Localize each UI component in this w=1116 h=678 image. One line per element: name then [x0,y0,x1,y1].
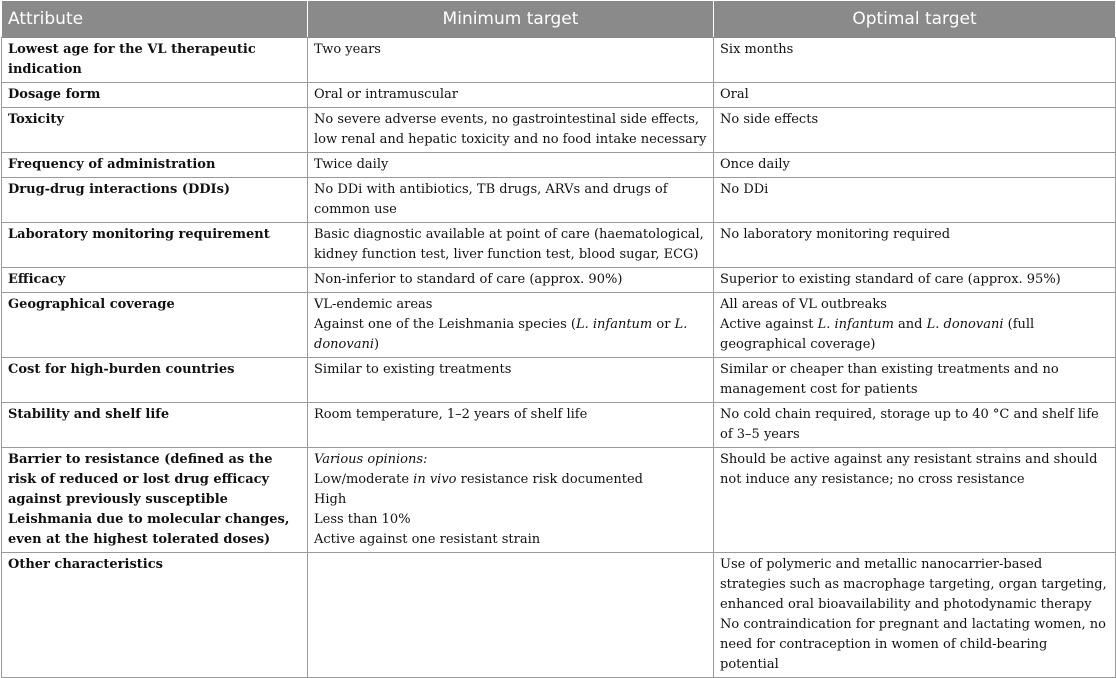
text-fragment: or [652,317,675,332]
emphasis-text: in vivo [413,472,457,487]
cell-text: Use of polymeric and metallic nanocarrier-based strategies such as macrophage targeting, organ targeting, enhanced oral bioavailability and photodynamic therapy [720,557,1107,612]
cell-text: Two years [314,42,381,57]
optimal-cell [714,553,1116,678]
header-row [2,1,1116,38]
attribute-cell: Stability and shelf life [2,403,308,448]
table-row [2,108,1116,153]
cell-text: Basic diagnostic available at point of care (haematological, kidney function test, liver function test, blood sugar, ECG) [314,227,704,262]
table-row [2,293,1116,358]
attribute-cell: Cost for high-burden countries [2,358,308,403]
cell-text: High [314,492,347,507]
attribute-cell: Barrier to resistance (defined as the risk of reduced or lost drug efficacy against previously susceptible Leishmania due to molecular changes, even at the highest tolerated doses) [2,448,308,553]
cell-text: VL-endemic areas [314,297,433,312]
attribute-cell: Other characteristics [2,553,308,678]
optimal-cell [714,178,1116,223]
text-fragment: Low/moderate [314,472,414,487]
cell-text: Similar or cheaper than existing treatments and no management cost for patients [720,362,1059,397]
optimal-cell [714,293,1116,358]
table-row [2,268,1116,293]
optimal-cell [714,108,1116,153]
optimal-cell [714,403,1116,448]
table-row [2,448,1116,553]
minimum-cell [308,178,714,223]
text-fragment: Against one of the Leishmania species ( [314,317,576,332]
emphasis-text: Various opinions: [314,452,428,467]
attribute-cell: Geographical coverage [2,293,308,358]
cell-text: Similar to existing treatments [314,362,512,377]
species-name: L. infantum [575,317,653,332]
minimum-cell [308,403,714,448]
optimal-cell [714,223,1116,268]
table-row [2,223,1116,268]
table-row [2,178,1116,223]
cell-text: Should be active against any resistant strains and should not induce any resistance; no cross resistance [720,452,1098,487]
minimum-cell [308,223,714,268]
cell-text: No DDi [720,182,769,197]
cell-text: Six months [720,42,794,57]
cell-text: Non-inferior to standard of care (approx. 90%) [314,272,623,287]
cell-text [314,450,707,470]
cell-text: No cold chain required, storage up to 40 °C and shelf life of 3–5 years [720,407,1099,442]
text-fragment: ) [373,337,380,352]
minimum-cell [308,293,714,358]
target-product-profile-table [1,0,1116,678]
cell-text: No DDi with antibiotics, TB drugs, ARVs and drugs of common use [314,182,668,217]
cell-text: Less than 10% [314,512,411,527]
optimal-cell [714,83,1116,108]
header-minimum-target: Minimum target [308,1,714,38]
cell-text: Room temperature, 1–2 years of shelf life [314,407,588,422]
cell-text: No contraindication for pregnant and lactating women, no need for contraception in women of child-bearing potential [720,617,1106,672]
text-fragment: and [893,317,927,332]
table-row [2,358,1116,403]
species-name: L. donovani [314,317,688,352]
cell-text: All areas of VL outbreaks [720,297,887,312]
optimal-cell [714,448,1116,553]
minimum-cell [308,38,714,83]
species-name: L. donovani [926,317,1004,332]
table-row [2,153,1116,178]
table-row [2,403,1116,448]
cell-text: Twice daily [314,157,389,172]
optimal-cell [714,38,1116,83]
cell-text: Active against one resistant strain [314,532,541,547]
optimal-cell [714,153,1116,178]
cell-text [314,470,707,490]
text-fragment: (full geographical coverage) [720,317,1035,352]
cell-text: Oral or intramuscular [314,87,458,102]
cell-text: No laboratory monitoring required [720,227,951,242]
minimum-cell [308,553,714,678]
cell-text: No side effects [720,112,819,127]
cell-text: Oral [720,87,749,102]
attribute-cell: Dosage form [2,83,308,108]
attribute-cell: Frequency of administration [2,153,308,178]
header-optimal-target: Optimal target [714,1,1116,38]
header-attribute: Attribute [2,1,308,38]
cell-text: Superior to existing standard of care (approx. 95%) [720,272,1061,287]
attribute-cell: Drug-drug interactions (DDIs) [2,178,308,223]
table-row [2,83,1116,108]
cell-text [314,315,707,355]
minimum-cell [308,358,714,403]
minimum-cell [308,153,714,178]
optimal-cell [714,358,1116,403]
minimum-cell [308,83,714,108]
text-fragment: Active against [720,317,818,332]
attribute-cell: Laboratory monitoring requirement [2,223,308,268]
cell-text: No severe adverse events, no gastrointestinal side effects, low renal and hepatic toxicity and no food intake necessary [314,112,707,147]
attribute-cell: Efficacy [2,268,308,293]
text-fragment: resistance risk documented [456,472,643,487]
cell-text: Once daily [720,157,790,172]
minimum-cell [308,108,714,153]
table-row [2,553,1116,678]
table-row [2,38,1116,83]
species-name: L. infantum [817,317,894,332]
minimum-cell [308,448,714,553]
attribute-cell: Toxicity [2,108,308,153]
minimum-cell [308,268,714,293]
optimal-cell [714,268,1116,293]
cell-text [720,315,1109,355]
attribute-cell: Lowest age for the VL therapeutic indication [2,38,308,83]
